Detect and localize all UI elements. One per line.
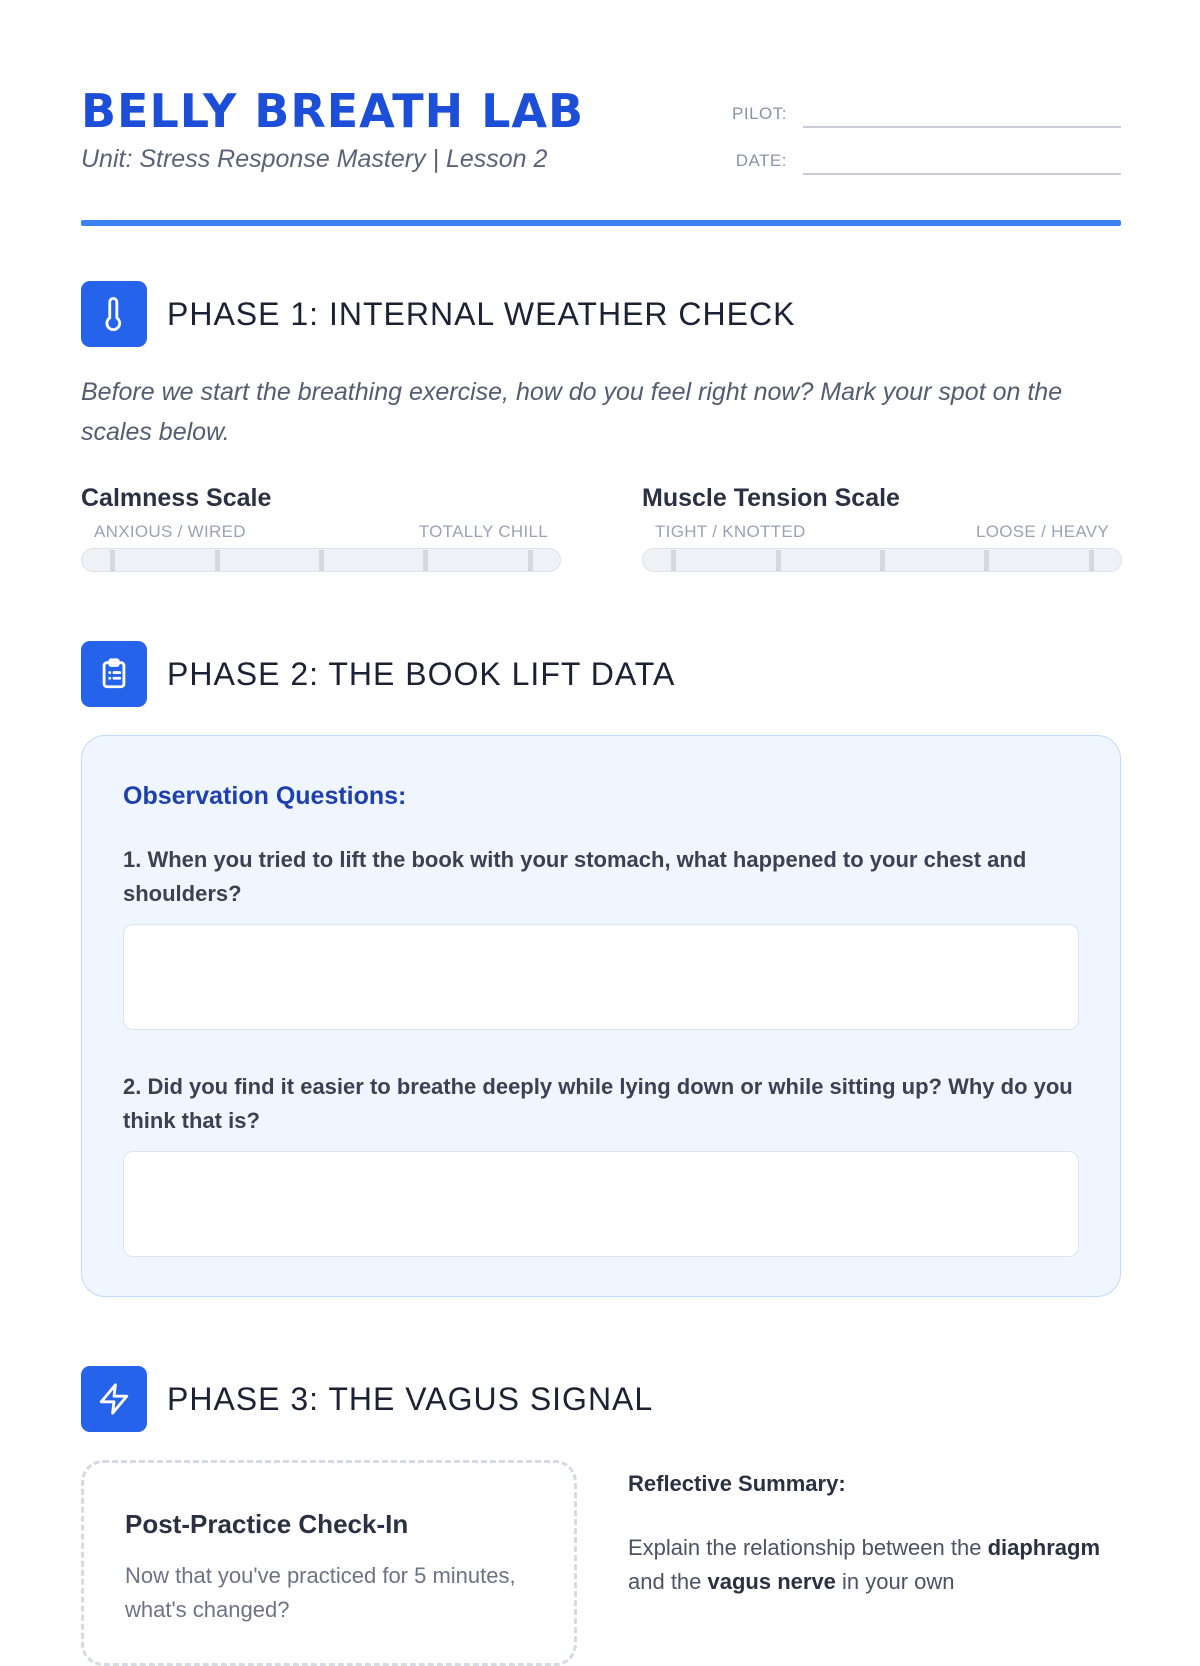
observation-card: [81, 735, 1121, 1297]
calmness-scale-title: Calmness Scale: [81, 484, 272, 512]
answer-box-1[interactable]: [123, 924, 1079, 1030]
phase1-intro: Before we start the breathing exercise, how do you feel right now? Mark your spot on the scales below.: [81, 378, 1063, 446]
calmness-scale: [81, 484, 561, 574]
thermometer-icon: [81, 281, 147, 347]
date-field-row: [721, 147, 1121, 177]
pilot-input-line[interactable]: [803, 126, 1121, 128]
reflect-text-post: in your own: [835, 1569, 955, 1594]
phase3-title: PHASE 3: THE VAGUS SIGNAL: [167, 1381, 654, 1417]
scale-tick[interactable]: [319, 550, 324, 571]
term-vagus-nerve: vagus nerve: [707, 1569, 836, 1594]
date-input-line[interactable]: [803, 173, 1121, 175]
scale-tick[interactable]: [984, 550, 989, 571]
answer-box-2[interactable]: [123, 1151, 1079, 1257]
term-diaphragm: diaphragm: [987, 1535, 1101, 1560]
header: [81, 84, 1121, 184]
post-practice-checkin-card: [81, 1460, 577, 1666]
calmness-scale-right-label: TOTALLY CHILL: [418, 522, 548, 541]
muscle-tension-scale: [642, 484, 1122, 574]
worksheet-subtitle: Unit: Stress Response Mastery | Lesson 2: [81, 145, 548, 173]
phase2-title: PHASE 2: THE BOOK LIFT DATA: [167, 656, 676, 692]
reflect-text-mid: and the: [628, 1569, 708, 1594]
reflect-text-pre: Explain the relationship between the: [628, 1535, 988, 1560]
date-label: DATE:: [735, 151, 787, 170]
scale-tick[interactable]: [215, 550, 220, 571]
scale-tick[interactable]: [671, 550, 676, 571]
observation-heading: Observation Questions:: [123, 782, 407, 810]
calmness-scale-track[interactable]: [81, 548, 561, 572]
calmness-scale-left-label: ANXIOUS / WIRED: [94, 522, 246, 541]
phase2-heading: [81, 641, 1121, 707]
muscle-tension-scale-track[interactable]: [642, 548, 1122, 572]
muscle-tension-scale-left-label: TIGHT / KNOTTED: [655, 522, 806, 541]
phase1-title: PHASE 1: INTERNAL WEATHER CHECK: [167, 296, 796, 332]
muscle-tension-scale-right-label: LOOSE / HEAVY: [975, 522, 1109, 541]
scale-tick[interactable]: [423, 550, 428, 571]
checkin-text: Now that you've practiced for 5 minutes, what's changed?: [125, 1563, 516, 1622]
scale-tick[interactable]: [880, 550, 885, 571]
scale-tick[interactable]: [528, 550, 533, 571]
phase3-heading: [81, 1366, 1121, 1432]
lightning-icon: [81, 1366, 147, 1432]
reflective-summary-title: Reflective Summary:: [628, 1471, 846, 1496]
clipboard-icon: [81, 641, 147, 707]
worksheet-title: BELLY BREATH LAB: [81, 84, 585, 138]
checkin-title: Post-Practice Check-In: [125, 1509, 409, 1539]
muscle-tension-scale-title: Muscle Tension Scale: [642, 484, 900, 512]
question-1: 1. When you tried to lift the book with your stomach, what happened to your chest and shoulders?: [123, 847, 1027, 906]
scale-tick[interactable]: [776, 550, 781, 571]
header-divider: [81, 220, 1121, 226]
scale-tick[interactable]: [1089, 550, 1094, 571]
scale-tick[interactable]: [110, 550, 115, 571]
pilot-field-row: [721, 100, 1121, 130]
reflective-summary-text: [628, 1531, 1108, 1599]
pilot-label: PILOT:: [732, 104, 787, 123]
phase1-heading: [81, 281, 1121, 347]
question-2: 2. Did you find it easier to breathe deeply while lying down or while sitting up? Why do you think that is?: [123, 1074, 1073, 1133]
